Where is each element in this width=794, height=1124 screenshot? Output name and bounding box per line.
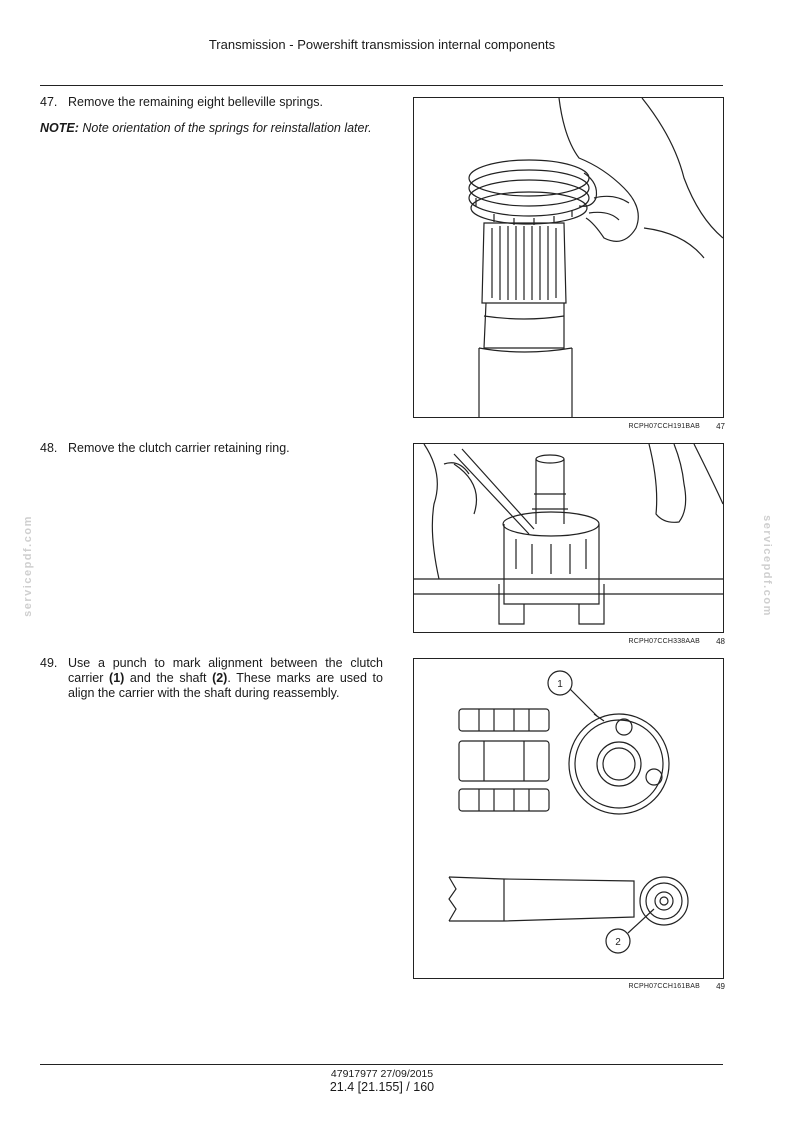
figure-48-illustration [414,444,723,632]
step-number: 47. [40,95,58,109]
callout-1: 1 [557,679,563,690]
step-49 [40,656,383,701]
page-header-title: Transmission - Powershift transmission internal components [208,37,556,52]
watermark-left: servicepdf.com [22,515,34,617]
step-47 [40,95,383,110]
step-number: 49. [40,656,58,670]
step-number: 48. [40,441,58,455]
footer-page-number: 21.4 [21.155] / 160 [329,1080,435,1094]
note [40,121,383,136]
note-text: Note orientation of the springs for reinstallation later. [82,121,372,135]
figure-48-retaining-ring [413,443,724,633]
footer-document-id: 47917977 27/09/2015 [330,1068,434,1080]
step-48 [40,441,383,456]
step-text: Use a punch to mark alignment between the clutch carrier (1) and the shaft (2). These marks are used to align the carrier with the shaft during reassembly. [68,656,383,700]
footer-rule [40,1064,723,1065]
figure-47-number: 47 [716,422,725,431]
figure-47-illustration [414,98,723,417]
figure-48-code: RCPH07CCH338AAB [628,638,700,645]
figure-47-code: RCPH07CCH191BAB [628,423,700,430]
figure-49-alignment-marks [413,658,724,979]
step-text: Remove the clutch carrier retaining ring. [68,441,290,455]
figure-49-number: 49 [716,982,725,991]
figure-48-number: 48 [716,637,725,646]
callout-2: 2 [615,937,621,948]
note-label: NOTE: [40,121,79,135]
figure-49-code: RCPH07CCH161BAB [628,983,700,990]
figure-49-illustration [414,659,723,978]
figure-47-belleville-springs [413,97,724,418]
watermark-right: servicepdf.com [761,515,773,617]
step-text: Remove the remaining eight belleville springs. [68,95,323,109]
header-rule [40,85,723,86]
